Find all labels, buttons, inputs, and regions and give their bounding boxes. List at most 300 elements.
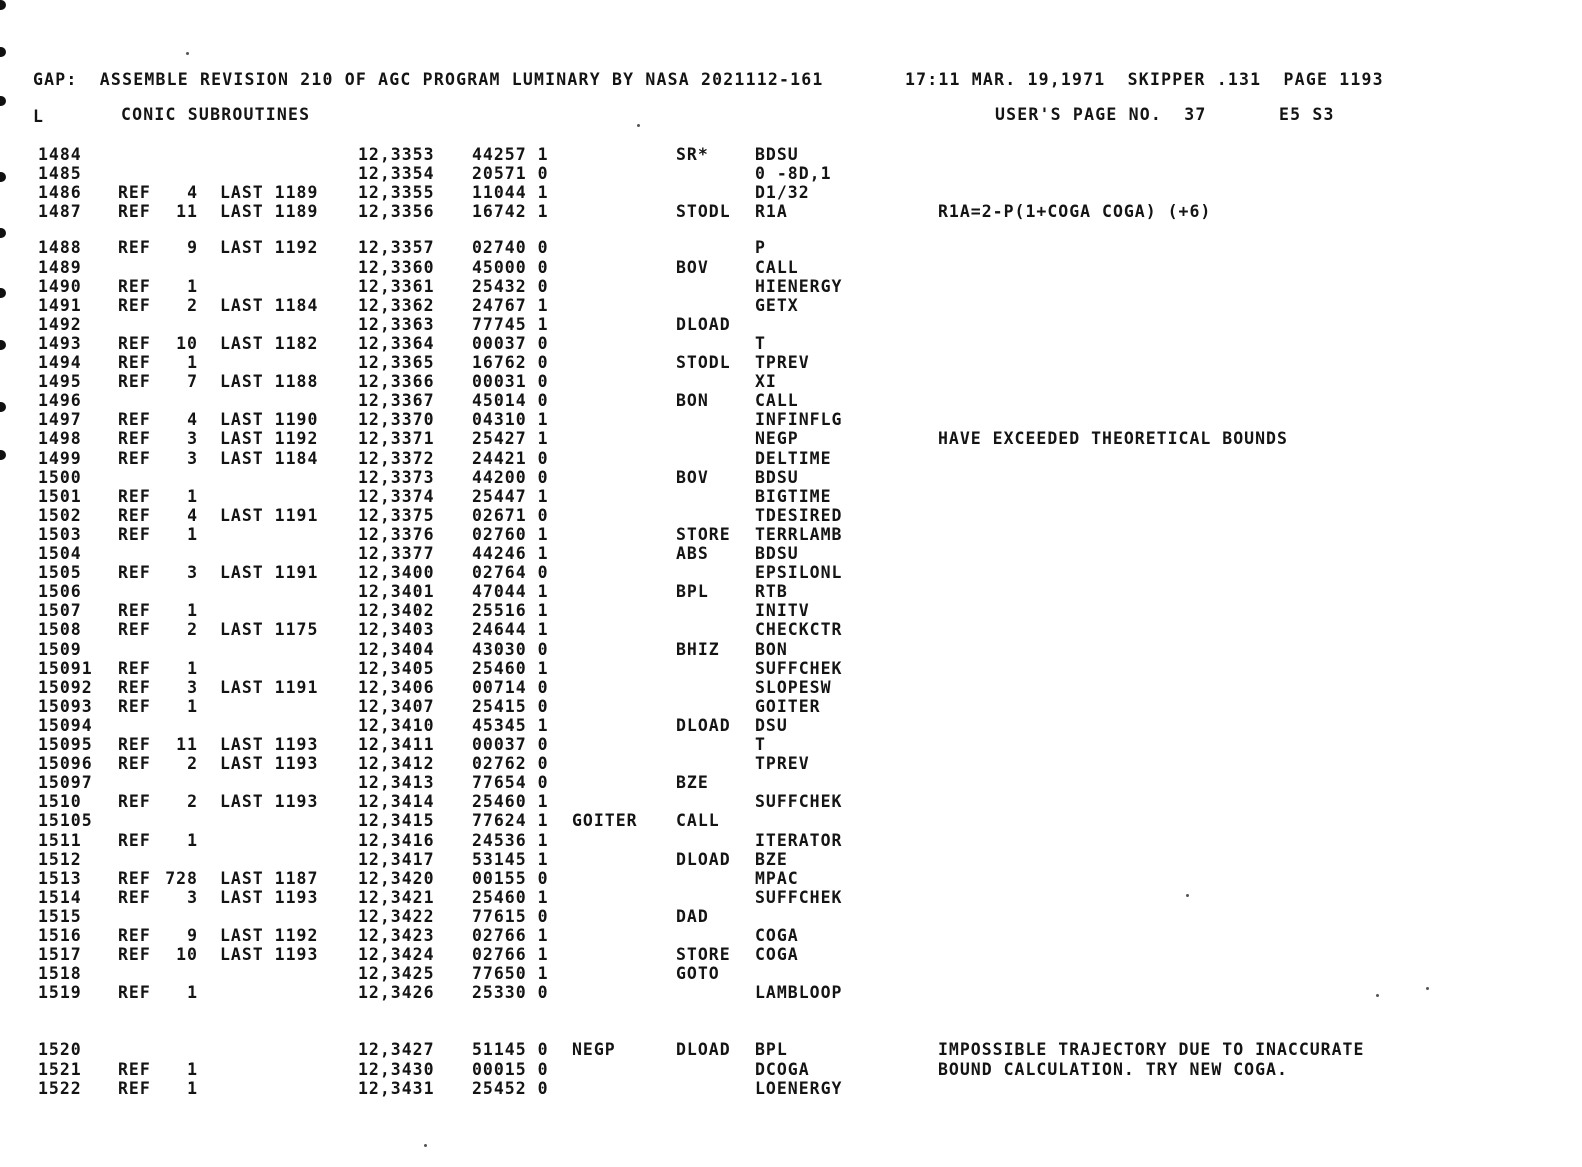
listing-row bbox=[0, 429, 1582, 448]
last-reference: LAST 1191 bbox=[220, 677, 319, 697]
ref-count: 1 bbox=[187, 696, 198, 716]
memory-address: 12,3364 bbox=[358, 333, 435, 353]
symbol-label: GOITER bbox=[572, 811, 638, 831]
octal-word: 00714 0 bbox=[472, 677, 549, 697]
listing-row bbox=[0, 850, 1582, 869]
memory-address: 12,3355 bbox=[358, 183, 435, 203]
operand: TERRLAMB bbox=[755, 524, 843, 544]
memory-address: 12,3413 bbox=[358, 773, 435, 793]
line-number: 1495 bbox=[38, 372, 82, 392]
memory-address: 12,3414 bbox=[358, 792, 435, 812]
listing-row bbox=[0, 391, 1582, 410]
last-reference: LAST 1191 bbox=[220, 505, 319, 525]
memory-address: 12,3425 bbox=[358, 964, 435, 984]
listing-row bbox=[0, 468, 1582, 487]
last-reference: LAST 1182 bbox=[220, 333, 319, 353]
listing-row bbox=[0, 582, 1582, 601]
line-number: 1502 bbox=[38, 505, 82, 525]
octal-word: 02671 0 bbox=[472, 505, 549, 525]
ref-count: 9 bbox=[187, 926, 198, 945]
line-number: 15095 bbox=[38, 735, 93, 754]
ref-count: 2 bbox=[187, 792, 198, 812]
line-number: 1516 bbox=[38, 926, 82, 945]
ref-keyword: REF bbox=[118, 658, 151, 678]
ref-keyword: REF bbox=[118, 524, 151, 544]
memory-address: 12,3417 bbox=[358, 849, 435, 869]
memory-address: 12,3416 bbox=[358, 830, 435, 850]
memory-address: 12,3353 bbox=[358, 145, 435, 164]
operand: CALL bbox=[755, 257, 799, 277]
octal-word: 25330 0 bbox=[472, 983, 549, 1003]
page-code: E5 S3 bbox=[1279, 105, 1335, 124]
operand: TDESIRED bbox=[755, 505, 843, 525]
users-page-number: USER'S PAGE NO. 37 bbox=[995, 105, 1207, 124]
comment: HAVE EXCEEDED THEORETICAL BOUNDS bbox=[938, 429, 1288, 449]
listing-timestamp-page: 17:11 MAR. 19,1971 SKIPPER .131 PAGE 1193 bbox=[905, 70, 1384, 89]
operand: TPREV bbox=[755, 353, 810, 372]
ref-keyword: REF bbox=[118, 696, 151, 716]
listing-row bbox=[0, 258, 1582, 277]
octal-word: 25427 1 bbox=[472, 429, 549, 449]
line-number: 1511 bbox=[38, 830, 82, 850]
ref-count: 9 bbox=[187, 238, 198, 258]
line-number: 1512 bbox=[38, 849, 82, 869]
listing-row bbox=[0, 238, 1582, 257]
comment: R1A=2-P(1+COGA COGA) (+6) bbox=[938, 202, 1212, 222]
operand: CALL bbox=[755, 391, 799, 411]
octal-word: 43030 0 bbox=[472, 639, 549, 659]
ref-keyword: REF bbox=[118, 735, 151, 754]
memory-address: 12,3377 bbox=[358, 544, 435, 563]
ref-count: 3 bbox=[187, 563, 198, 583]
octal-word: 25460 1 bbox=[472, 658, 549, 678]
memory-address: 12,3372 bbox=[358, 448, 435, 468]
listing-row bbox=[0, 164, 1582, 183]
line-number: 15093 bbox=[38, 696, 93, 716]
opcode: BOV bbox=[676, 467, 709, 487]
operand: 0 -8D,1 bbox=[755, 164, 832, 184]
ref-count: 1 bbox=[187, 1059, 198, 1079]
octal-word: 00155 0 bbox=[472, 868, 549, 888]
octal-word: 25415 0 bbox=[472, 696, 549, 716]
ref-keyword: REF bbox=[118, 887, 151, 907]
ref-keyword: REF bbox=[118, 410, 151, 430]
ref-count: 1 bbox=[187, 486, 198, 506]
memory-address: 12,3430 bbox=[358, 1059, 435, 1079]
memory-address: 12,3354 bbox=[358, 164, 435, 184]
listing-row bbox=[0, 792, 1582, 811]
line-number: 1486 bbox=[38, 183, 82, 203]
opcode: BHIZ bbox=[676, 639, 720, 659]
listing-row bbox=[0, 754, 1582, 773]
ref-count: 1 bbox=[187, 353, 198, 372]
octal-word: 16762 0 bbox=[472, 353, 549, 372]
listing-row bbox=[0, 945, 1582, 964]
operand: GOITER bbox=[755, 696, 821, 716]
binder-hole-mark bbox=[0, 228, 6, 238]
ref-keyword: REF bbox=[118, 601, 151, 621]
line-number: 1518 bbox=[38, 964, 82, 984]
ref-keyword: REF bbox=[118, 353, 151, 372]
line-number: 1497 bbox=[38, 410, 82, 430]
operand: ITERATOR bbox=[755, 830, 843, 850]
listing-row bbox=[0, 697, 1582, 716]
last-reference: LAST 1187 bbox=[220, 868, 319, 888]
listing-row bbox=[0, 277, 1582, 296]
operand: HIENERGY bbox=[755, 276, 843, 296]
ref-count: 1 bbox=[187, 658, 198, 678]
operand: RTB bbox=[755, 582, 788, 602]
listing-row bbox=[0, 831, 1582, 850]
listing-title: GAP: ASSEMBLE REVISION 210 OF AGC PROGRAM LUMINARY BY NASA 2021112-161 bbox=[33, 70, 824, 89]
listing-row bbox=[0, 907, 1582, 926]
opcode: BZE bbox=[676, 773, 709, 793]
operand: INFINFLG bbox=[755, 410, 843, 430]
opcode: STODL bbox=[676, 353, 731, 372]
listing-row bbox=[0, 659, 1582, 678]
line-number: 1517 bbox=[38, 945, 82, 965]
last-reference: LAST 1192 bbox=[220, 926, 319, 945]
ref-count: 728 bbox=[165, 868, 198, 888]
last-reference: LAST 1192 bbox=[220, 429, 319, 449]
ref-count: 1 bbox=[187, 830, 198, 850]
octal-word: 77624 1 bbox=[472, 811, 549, 831]
listing-row bbox=[0, 296, 1582, 315]
octal-word: 77745 1 bbox=[472, 314, 549, 334]
ref-count: 1 bbox=[187, 1078, 198, 1098]
operand: GETX bbox=[755, 295, 799, 315]
operand: SUFFCHEK bbox=[755, 887, 843, 907]
operand: COGA bbox=[755, 926, 799, 945]
operand: SLOPESW bbox=[755, 677, 832, 697]
section-title: CONIC SUBROUTINES bbox=[121, 105, 311, 124]
ref-count: 2 bbox=[187, 754, 198, 774]
listing-row bbox=[0, 678, 1582, 697]
opcode: DLOAD bbox=[676, 1040, 731, 1060]
comment: BOUND CALCULATION. TRY NEW COGA. bbox=[938, 1059, 1288, 1079]
operand: DSU bbox=[755, 715, 788, 735]
last-reference: LAST 1193 bbox=[220, 887, 319, 907]
octal-word: 04310 1 bbox=[472, 410, 549, 430]
listing-row bbox=[0, 640, 1582, 659]
octal-word: 77650 1 bbox=[472, 964, 549, 984]
operand: T bbox=[755, 333, 766, 353]
octal-word: 02766 1 bbox=[472, 945, 549, 965]
listing-row bbox=[0, 315, 1582, 334]
line-number: 1496 bbox=[38, 391, 82, 411]
memory-address: 12,3371 bbox=[358, 429, 435, 449]
memory-address: 12,3401 bbox=[358, 582, 435, 602]
operand: BDSU bbox=[755, 145, 799, 164]
ref-keyword: REF bbox=[118, 505, 151, 525]
opcode: DLOAD bbox=[676, 849, 731, 869]
listing-row bbox=[0, 372, 1582, 391]
listing-row bbox=[0, 1040, 1582, 1059]
listing-row bbox=[0, 563, 1582, 582]
listing-row bbox=[0, 983, 1582, 1002]
octal-word: 11044 1 bbox=[472, 183, 549, 203]
last-reference: LAST 1193 bbox=[220, 754, 319, 774]
operand: EPSILONL bbox=[755, 563, 843, 583]
memory-address: 12,3374 bbox=[358, 486, 435, 506]
ref-keyword: REF bbox=[118, 486, 151, 506]
octal-word: 25452 0 bbox=[472, 1078, 549, 1098]
memory-address: 12,3373 bbox=[358, 467, 435, 487]
line-number: 1499 bbox=[38, 448, 82, 468]
operand: SUFFCHEK bbox=[755, 792, 843, 812]
memory-address: 12,3376 bbox=[358, 524, 435, 544]
operand: XI bbox=[755, 372, 777, 392]
opcode: CALL bbox=[676, 811, 720, 831]
last-reference: LAST 1188 bbox=[220, 372, 319, 392]
line-number: 1510 bbox=[38, 792, 82, 812]
line-number: 1503 bbox=[38, 524, 82, 544]
operand: CHECKCTR bbox=[755, 620, 843, 640]
listing-marker: L bbox=[33, 107, 45, 126]
binder-hole-mark bbox=[0, 96, 6, 106]
memory-address: 12,3403 bbox=[358, 620, 435, 640]
octal-word: 24767 1 bbox=[472, 295, 549, 315]
line-number: 15105 bbox=[38, 811, 93, 831]
octal-word: 00037 0 bbox=[472, 735, 549, 754]
ref-count: 7 bbox=[187, 372, 198, 392]
ref-count: 1 bbox=[187, 601, 198, 621]
memory-address: 12,3424 bbox=[358, 945, 435, 965]
octal-word: 02764 0 bbox=[472, 563, 549, 583]
line-number: 15094 bbox=[38, 715, 93, 735]
line-number: 1492 bbox=[38, 314, 82, 334]
octal-word: 16742 1 bbox=[472, 202, 549, 222]
opcode: DLOAD bbox=[676, 715, 731, 735]
line-number: 1522 bbox=[38, 1078, 82, 1098]
memory-address: 12,3370 bbox=[358, 410, 435, 430]
ref-count: 4 bbox=[187, 505, 198, 525]
ref-keyword: REF bbox=[118, 792, 151, 812]
octal-word: 45014 0 bbox=[472, 391, 549, 411]
ref-keyword: REF bbox=[118, 677, 151, 697]
listing-row bbox=[0, 716, 1582, 735]
memory-address: 12,3365 bbox=[358, 353, 435, 372]
memory-address: 12,3422 bbox=[358, 906, 435, 926]
opcode: SR* bbox=[676, 145, 709, 164]
last-reference: LAST 1192 bbox=[220, 238, 319, 258]
ref-keyword: REF bbox=[118, 868, 151, 888]
line-number: 1490 bbox=[38, 276, 82, 296]
ref-keyword: REF bbox=[118, 1059, 151, 1079]
line-number: 1489 bbox=[38, 257, 82, 277]
operand: NEGP bbox=[755, 429, 799, 449]
symbol-label: NEGP bbox=[572, 1040, 616, 1060]
memory-address: 12,3356 bbox=[358, 202, 435, 222]
ref-count: 1 bbox=[187, 276, 198, 296]
octal-word: 02740 0 bbox=[472, 238, 549, 258]
line-number: 1513 bbox=[38, 868, 82, 888]
memory-address: 12,3360 bbox=[358, 257, 435, 277]
memory-address: 12,3404 bbox=[358, 639, 435, 659]
listing-row bbox=[0, 888, 1582, 907]
opcode: ABS bbox=[676, 544, 709, 563]
listing-row bbox=[0, 869, 1582, 888]
listing-row bbox=[0, 926, 1582, 945]
last-reference: LAST 1184 bbox=[220, 448, 319, 468]
last-reference: LAST 1193 bbox=[220, 792, 319, 812]
line-number: 1488 bbox=[38, 238, 82, 258]
operand: COGA bbox=[755, 945, 799, 965]
paper-speck bbox=[637, 124, 640, 127]
line-number: 15096 bbox=[38, 754, 93, 774]
octal-word: 00015 0 bbox=[472, 1059, 549, 1079]
line-number: 15092 bbox=[38, 677, 93, 697]
operand: LAMBLOOP bbox=[755, 983, 843, 1003]
octal-word: 20571 0 bbox=[472, 164, 549, 184]
opcode: STORE bbox=[676, 945, 731, 965]
ref-count: 3 bbox=[187, 887, 198, 907]
memory-address: 12,3423 bbox=[358, 926, 435, 945]
ref-count: 11 bbox=[176, 735, 198, 754]
ref-keyword: REF bbox=[118, 448, 151, 468]
ref-keyword: REF bbox=[118, 926, 151, 945]
operand: BDSU bbox=[755, 544, 799, 563]
last-reference: LAST 1193 bbox=[220, 945, 319, 965]
memory-address: 12,3421 bbox=[358, 887, 435, 907]
listing-row bbox=[0, 620, 1582, 639]
octal-word: 00031 0 bbox=[472, 372, 549, 392]
last-reference: LAST 1193 bbox=[220, 735, 319, 754]
ref-keyword: REF bbox=[118, 830, 151, 850]
memory-address: 12,3402 bbox=[358, 601, 435, 621]
line-number: 15097 bbox=[38, 773, 93, 793]
last-reference: LAST 1184 bbox=[220, 295, 319, 315]
last-reference: LAST 1190 bbox=[220, 410, 319, 430]
opcode: DAD bbox=[676, 906, 709, 926]
opcode: GOTO bbox=[676, 964, 720, 984]
octal-word: 51145 0 bbox=[472, 1040, 549, 1060]
operand: R1A bbox=[755, 202, 788, 222]
paper-speck bbox=[424, 1144, 427, 1147]
listing-row bbox=[0, 145, 1582, 164]
memory-address: 12,3431 bbox=[358, 1078, 435, 1098]
memory-address: 12,3420 bbox=[358, 868, 435, 888]
ref-count: 3 bbox=[187, 677, 198, 697]
ref-keyword: REF bbox=[118, 754, 151, 774]
ref-count: 2 bbox=[187, 295, 198, 315]
operand: INITV bbox=[755, 601, 810, 621]
opcode: BOV bbox=[676, 257, 709, 277]
memory-address: 12,3415 bbox=[358, 811, 435, 831]
opcode: STORE bbox=[676, 524, 731, 544]
last-reference: LAST 1189 bbox=[220, 183, 319, 203]
listing-row bbox=[0, 544, 1582, 563]
memory-address: 12,3412 bbox=[358, 754, 435, 774]
memory-address: 12,3366 bbox=[358, 372, 435, 392]
memory-address: 12,3426 bbox=[358, 983, 435, 1003]
octal-word: 53145 1 bbox=[472, 849, 549, 869]
ref-count: 10 bbox=[176, 945, 198, 965]
operand: BON bbox=[755, 639, 788, 659]
binder-hole-mark bbox=[0, 0, 6, 10]
octal-word: 02762 0 bbox=[472, 754, 549, 774]
binder-hole-mark bbox=[0, 47, 6, 57]
operand: LOENERGY bbox=[755, 1078, 843, 1098]
operand: BDSU bbox=[755, 467, 799, 487]
octal-word: 25432 0 bbox=[472, 276, 549, 296]
line-number: 1519 bbox=[38, 983, 82, 1003]
line-number: 1508 bbox=[38, 620, 82, 640]
octal-word: 25460 1 bbox=[472, 887, 549, 907]
opcode: BPL bbox=[676, 582, 709, 602]
ref-count: 2 bbox=[187, 620, 198, 640]
memory-address: 12,3357 bbox=[358, 238, 435, 258]
line-number: 1507 bbox=[38, 601, 82, 621]
ref-keyword: REF bbox=[118, 620, 151, 640]
listing-row bbox=[0, 487, 1582, 506]
last-reference: LAST 1191 bbox=[220, 563, 319, 583]
line-number: 1504 bbox=[38, 544, 82, 563]
octal-word: 02766 1 bbox=[472, 926, 549, 945]
octal-word: 77654 0 bbox=[472, 773, 549, 793]
octal-word: 25460 1 bbox=[472, 792, 549, 812]
memory-address: 12,3363 bbox=[358, 314, 435, 334]
operand: DELTIME bbox=[755, 448, 832, 468]
opcode: DLOAD bbox=[676, 314, 731, 334]
ref-keyword: REF bbox=[118, 372, 151, 392]
octal-word: 47044 1 bbox=[472, 582, 549, 602]
octal-word: 24644 1 bbox=[472, 620, 549, 640]
octal-word: 25447 1 bbox=[472, 486, 549, 506]
ref-keyword: REF bbox=[118, 945, 151, 965]
ref-keyword: REF bbox=[118, 183, 151, 203]
ref-keyword: REF bbox=[118, 429, 151, 449]
octal-word: 45000 0 bbox=[472, 257, 549, 277]
ref-count: 1 bbox=[187, 983, 198, 1003]
ref-count: 1 bbox=[187, 524, 198, 544]
listing-row bbox=[0, 773, 1582, 792]
opcode: BON bbox=[676, 391, 709, 411]
operand: D1/32 bbox=[755, 183, 810, 203]
operand: P bbox=[755, 238, 766, 258]
octal-word: 00037 0 bbox=[472, 333, 549, 353]
listing-row bbox=[0, 964, 1582, 983]
listing-row bbox=[0, 334, 1582, 353]
ref-count: 4 bbox=[187, 183, 198, 203]
listing-row bbox=[0, 202, 1582, 221]
line-number: 1506 bbox=[38, 582, 82, 602]
ref-keyword: REF bbox=[118, 276, 151, 296]
ref-count: 3 bbox=[187, 429, 198, 449]
line-number: 1484 bbox=[38, 145, 82, 164]
listing-row bbox=[0, 353, 1582, 372]
memory-address: 12,3406 bbox=[358, 677, 435, 697]
line-number: 1514 bbox=[38, 887, 82, 907]
memory-address: 12,3375 bbox=[358, 505, 435, 525]
octal-word: 45345 1 bbox=[472, 715, 549, 735]
ref-count: 10 bbox=[176, 333, 198, 353]
octal-word: 24421 0 bbox=[472, 448, 549, 468]
memory-address: 12,3427 bbox=[358, 1040, 435, 1060]
octal-word: 24536 1 bbox=[472, 830, 549, 850]
octal-word: 44257 1 bbox=[472, 145, 549, 164]
ref-count: 11 bbox=[176, 202, 198, 222]
ref-keyword: REF bbox=[118, 202, 151, 222]
operand: DCOGA bbox=[755, 1059, 810, 1079]
octal-word: 44246 1 bbox=[472, 544, 549, 563]
ref-keyword: REF bbox=[118, 563, 151, 583]
memory-address: 12,3411 bbox=[358, 735, 435, 754]
memory-address: 12,3361 bbox=[358, 276, 435, 296]
operand: TPREV bbox=[755, 754, 810, 774]
last-reference: LAST 1189 bbox=[220, 202, 319, 222]
line-number: 1491 bbox=[38, 295, 82, 315]
